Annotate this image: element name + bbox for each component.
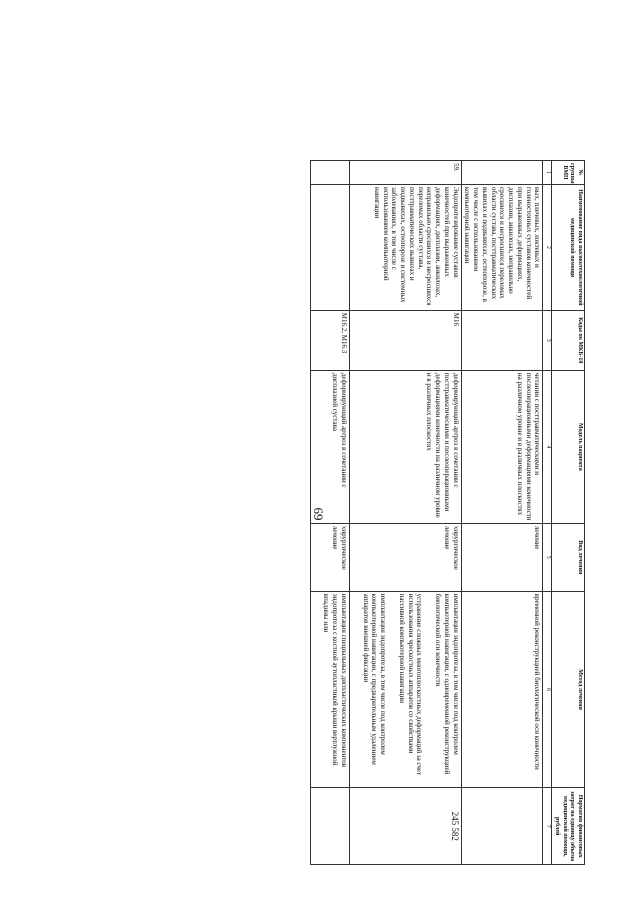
column-number-row bbox=[543, 161, 552, 865]
column-number: 6 bbox=[543, 591, 552, 788]
page-number: 69 bbox=[311, 507, 326, 521]
method-text: временной реконструкцией биологической оси конечности bbox=[533, 593, 542, 770]
header-patient-model: Модель пациента bbox=[552, 370, 585, 523]
row-name: Эндопротезирование суставов конечностей при выраженных деформациях, дисплазии, анкилозах, неправильно сросшихся и несросшихся переломах области сустава, посттравматических вывихах и подвывихах, остеопорозе и системных заболеваниях, в том числе с использованием компьютерной навигации bbox=[350, 185, 462, 311]
row-name: ных, плечевых, локтевых и голеностопных суставов конечностей при выраженных деформациях, дисплазии, анкилозах, неправильно сросшихся и несросшихся переломах области сустава, посттравматических вывихах и подвывихах, остеопорозе, в том числе с использованием компьютерной навигации bbox=[461, 185, 543, 311]
column-number: 4 bbox=[543, 370, 552, 523]
row-model: деформирующий артроз в сочетании с посттравматическими и послеоперационными деформациями конечности на различном уровне и в различных плоскостях bbox=[350, 370, 462, 523]
method-text: имплантация эндопротеза, в том числе под контролем компьютерной навигации, с предварительным удалением аппаратов внешней фиксации bbox=[361, 593, 388, 765]
header-vmp-name: Наименование вида высокотехнологичной медицинской помощи bbox=[552, 185, 585, 311]
rotated-table-wrapper bbox=[135, 160, 585, 865]
column-number: 7 bbox=[543, 788, 552, 865]
header-icd-codes: Коды по МКБ-10 bbox=[552, 310, 585, 370]
row-methods bbox=[310, 591, 349, 788]
table-header-row bbox=[552, 161, 585, 865]
row-name bbox=[310, 185, 349, 311]
vmp-table bbox=[310, 160, 585, 865]
row-price bbox=[461, 788, 543, 865]
column-number: 1 bbox=[543, 161, 552, 185]
row-code: M16.2, M16.3 bbox=[310, 310, 349, 370]
row-model: деформирующий артроз в сочетании с дисплазией сустава bbox=[310, 370, 349, 523]
row-methods bbox=[350, 591, 462, 788]
row-price: 245 582 bbox=[350, 788, 462, 865]
row-group bbox=[461, 161, 543, 185]
header-group-number: № группы ВМП bbox=[552, 161, 585, 185]
row-treatment: хирургическое лечение bbox=[350, 523, 462, 591]
method-text: имплантация специальных диспластических компонентов эндопротеза с костной аутопластикой крыши вертлужной впадины или bbox=[322, 593, 348, 768]
row-code: M16 bbox=[350, 310, 462, 370]
header-treatment-type: Вид лечения bbox=[552, 523, 585, 591]
row-code bbox=[461, 310, 543, 370]
header-treatment-method: Метод лечения bbox=[552, 591, 585, 788]
header-cost-standard: Норматив финансовых затрат на единицу объема медицинской помощи, рублей bbox=[552, 788, 585, 865]
table-row bbox=[461, 161, 543, 865]
method-text: устранение сложных многоплоскостных деформаций за счет использования чрескостных аппаратов со свойствами пассивной компьютерной навигации bbox=[398, 593, 424, 776]
row-methods bbox=[461, 591, 543, 788]
method-text: имплантация эндопротеза, в том числе под контролем компьютерной навигации, с одновременной реконструкцией биологической оси конечности bbox=[434, 593, 460, 775]
column-number: 5 bbox=[543, 523, 552, 591]
row-treatment: хирургическое лечение bbox=[310, 523, 349, 591]
row-treatment: лечение bbox=[461, 523, 543, 591]
column-number: 3 bbox=[543, 310, 552, 370]
table-row bbox=[350, 161, 462, 865]
row-group bbox=[310, 161, 349, 185]
row-group: 59. bbox=[350, 161, 462, 185]
column-number: 2 bbox=[543, 185, 552, 311]
row-price bbox=[310, 788, 349, 865]
row-model: четании с посттравматическими и послеоперационными деформациями конечности на различном уровне и в различных плоскостях bbox=[461, 370, 543, 523]
table-row bbox=[310, 161, 349, 865]
